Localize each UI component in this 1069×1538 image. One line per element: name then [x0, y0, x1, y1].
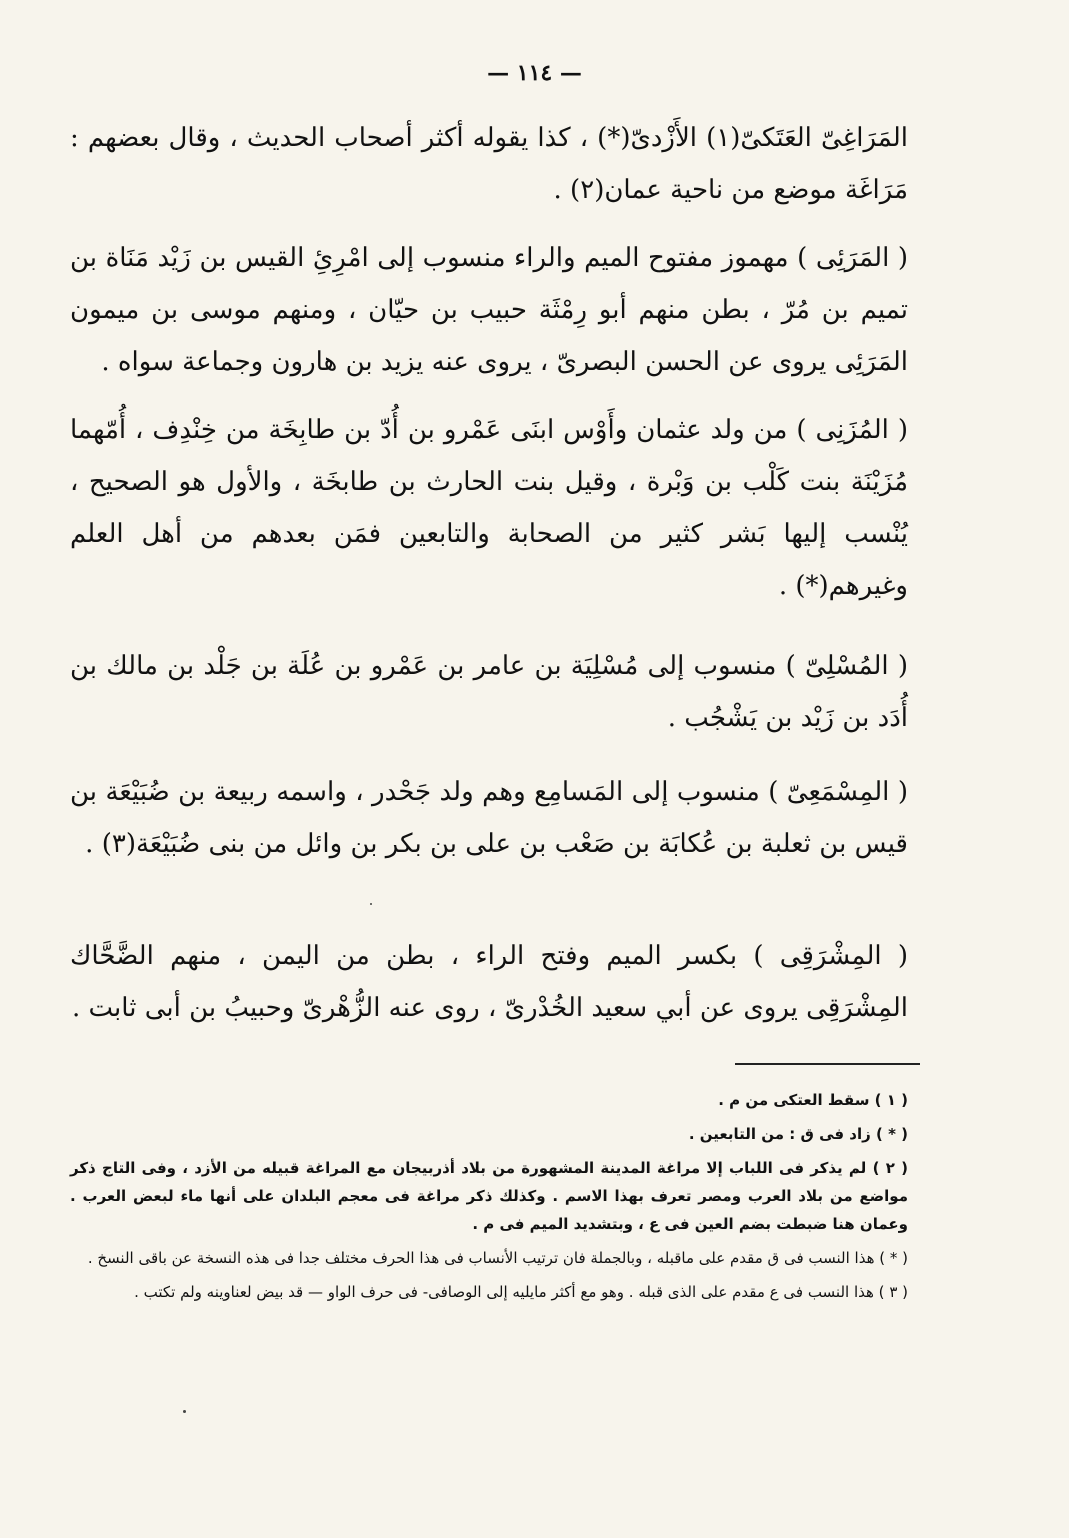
- paragraph-muzani: ( المُزَنِى ) من ولد عثمان وأَوْس ابنَى عَمْرو بن أُدّ بن طابِخَة من خِنْدِف ، أُمّهما مُزَيْنَة بنت كَلْب بن وَبْرة ، وقيل بنت الحارث بن طابخَة ، والأول هو الصحيح ، يُنْسب إليها بَشر كثير من الصحابة والتابعين فمَن بعدهم من أهل العلم وغيرهم(*) .: [70, 415, 908, 601]
- footnote-star-1: ( * ) زاد فى ق : من التابعين .: [688, 1125, 908, 1143]
- page-number: — ١١٤ —: [487, 60, 582, 86]
- footnote-divider: [735, 1063, 920, 1065]
- footnote-star-2: ( * ) هذا النسب فى ق مقدم على ماقبله ، وبالجملة فان ترتيب الأنساب فى هذا الحرف مختلف جدا فى هذه النسخة عن باقى النسخ .: [87, 1249, 908, 1267]
- paragraph-marai: ( المَرَئِى ) مهموز مفتوح الميم والراء منسوب إلى امْرِئِ القيس بن زَيْد مَنَاة بن تميم بن مُرّ ، بطن منهم أبو رِمْثَة حبيب بن حيّان ، ومنهم موسى بن ميمون المَرَئِى يروى عن الحسن البصرىّ ، يروى عنه يزيد بن هارون وجماعة سواه .: [70, 243, 908, 377]
- paragraph-mishraqi: ( المِشْرَقِى ) بكسر الميم وفتح الراء ، بطن من اليمن ، منهم الضَّحَّاك المِشْرَقِى يروى عن أبي سعيد الخُدْرىّ ، روى عنه الزُّهْرىّ وحبيبُ بن أبى ثابت .: [70, 941, 908, 1023]
- paragraph-musli: ( المُسْلِىّ ) منسوب إلى مُسْلِيَة بن عامر بن عَمْرو بن عُلَة بن جَلْد بن مالك بن أُدَد بن زَيْد بن يَشْجُب .: [70, 651, 908, 733]
- footnote-1: ( ١ ) سقط العتكى من م .: [718, 1091, 908, 1109]
- scan-speck: [370, 903, 372, 905]
- scan-speck: [183, 1410, 186, 1413]
- footnote-2: ( ٢ ) لم يذكر فى اللباب إلا مراغة المدينة المشهورة من بلاد أذربيجان مع المراغة قبيله من الأزد ، وفى التاج ذكر مواضع من بلاد العرب ومصر تعرف بهذا الاسم . وكذلك ذكر مراغة فى معجم البلدان على أنها ماء لبعض العرب . وعمان هنا ضبطت بضم العين فى ع ، وبتشديد الميم فى م .: [70, 1159, 909, 1233]
- paragraph-maraghi: المَرَاغِىّ العَتَكىّ(١) الأَزْدىّ(*) ، كذا يقوله أكثر أصحاب الحديث ، وقال بعضهم : مَرَاغَة موضع من ناحية عمان(٢) .: [70, 123, 908, 205]
- footnote-3: ( ٣ ) هذا النسب فى ع مقدم على الذى قبله . وهو مع أكثر مايليه إلى الوصافى- فى حرف الواو — قد بيض لعناوينه ولم تكتب .: [134, 1283, 908, 1301]
- footnotes: [70, 1086, 908, 1312]
- paragraph-mismai: ( المِسْمَعِىّ ) منسوب إلى المَسامِع وهم ولد جَحْدر ، واسمه ربيعة بن ضُبَيْعَة بن قيس بن ثعلبة بن عُكابَة بن صَعْب بن على بن بكر بن وائل من بنى ضُبَيْعَة(٣) .: [70, 777, 908, 859]
